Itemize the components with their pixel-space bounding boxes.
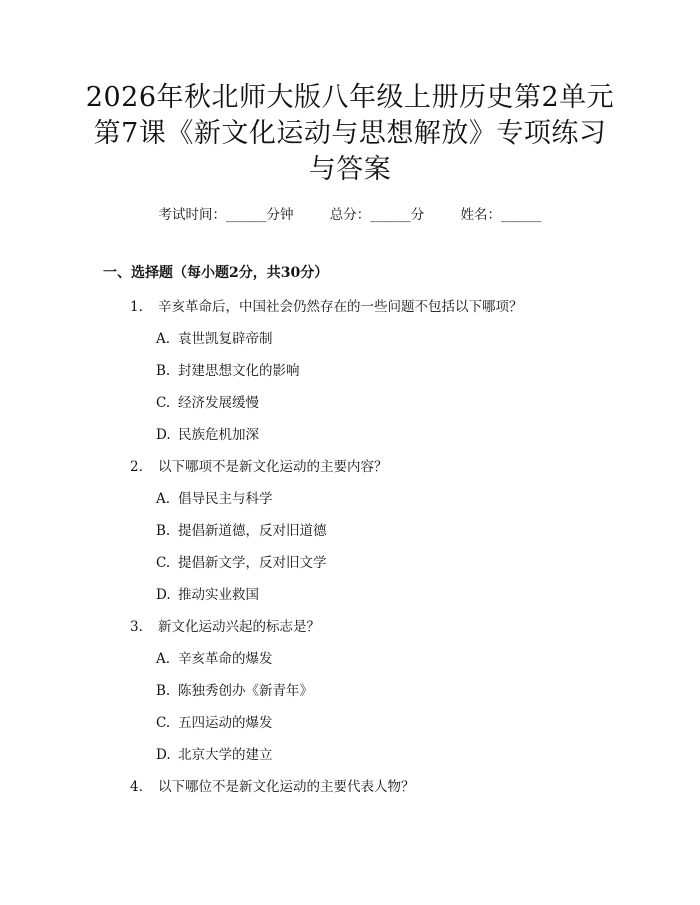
question-2-option-c (156, 554, 327, 572)
student-name-blank: ______ (501, 207, 542, 223)
exam-time-blank: ______ (225, 207, 267, 223)
option-label: D. (156, 747, 171, 763)
option-text: 袁世凯复辟帝制 (178, 331, 273, 347)
student-name (461, 206, 542, 224)
exam-time (158, 206, 293, 224)
option-label: A. (156, 331, 171, 347)
title-line-3: 与答案 (308, 154, 392, 185)
question-2-option-a (156, 490, 273, 508)
question-3-option-c (156, 714, 273, 732)
question-4 (130, 778, 415, 796)
total-score-unit: 分 (410, 207, 425, 223)
question-3 (130, 618, 320, 636)
option-label: D. (156, 427, 171, 443)
question-text: 以下哪位不是新文化运动的主要代表人物？ (158, 779, 415, 795)
title-line-2: 第7课《新文化运动与思想解放》专项练习 (93, 118, 607, 149)
question-3-option-d (156, 746, 273, 764)
option-label: B. (156, 523, 171, 539)
option-label: A. (156, 651, 171, 667)
option-label: B. (156, 683, 171, 699)
option-text: 推动实业救国 (178, 587, 259, 603)
total-score-blank: ______ (370, 207, 411, 223)
option-text: 经济发展缓慢 (178, 395, 259, 411)
question-text: 以下哪项不是新文化运动的主要内容？ (158, 459, 388, 475)
option-label: C. (156, 715, 171, 731)
question-1-option-b (156, 362, 300, 380)
question-1-option-a (156, 330, 273, 348)
question-text: 新文化运动兴起的标志是？ (158, 619, 320, 635)
title-line-1: 2026年秋北师大版八年级上册历史第2单元 (85, 82, 615, 113)
exam-meta (0, 206, 700, 224)
option-text: 五四运动的爆发 (178, 715, 273, 731)
option-text: 民族危机加深 (178, 427, 259, 443)
question-1-option-d (156, 426, 259, 444)
total-score-label: 总分： (329, 207, 371, 223)
option-text: 辛亥革命的爆发 (178, 651, 273, 667)
exam-time-unit: 分钟 (266, 207, 294, 223)
section-heading: 一、选择题（每小题2分，共30分） (103, 265, 329, 281)
question-number: 3. (130, 619, 143, 635)
student-name-label: 姓名： (460, 207, 502, 223)
option-label: B. (156, 363, 171, 379)
option-text: 北京大学的建立 (178, 747, 273, 763)
question-number: 4. (130, 779, 143, 795)
option-text: 陈独秀创办《新青年》 (178, 683, 313, 699)
question-number: 1. (130, 299, 143, 315)
option-text: 封建思想文化的影响 (178, 363, 300, 379)
question-3-option-a (156, 650, 273, 668)
option-text: 提倡新道德，反对旧道德 (178, 523, 327, 539)
option-label: C. (156, 395, 171, 411)
option-label: C. (156, 555, 171, 571)
option-label: D. (156, 587, 171, 603)
question-number: 2. (130, 459, 143, 475)
exam-time-label: 考试时间： (158, 207, 226, 223)
question-2-option-d (156, 586, 259, 604)
option-label: A. (156, 491, 171, 507)
option-text: 倡导民主与科学 (178, 491, 273, 507)
document-title (50, 80, 650, 188)
question-text: 辛亥革命后，中国社会仍然存在的一些问题不包括以下哪项？ (158, 299, 523, 315)
option-text: 提倡新文学，反对旧文学 (178, 555, 327, 571)
question-2 (130, 458, 388, 476)
total-score (330, 206, 425, 224)
question-1-option-c (156, 394, 259, 412)
question-3-option-b (156, 682, 313, 700)
question-1 (130, 298, 523, 316)
question-2-option-b (156, 522, 327, 540)
